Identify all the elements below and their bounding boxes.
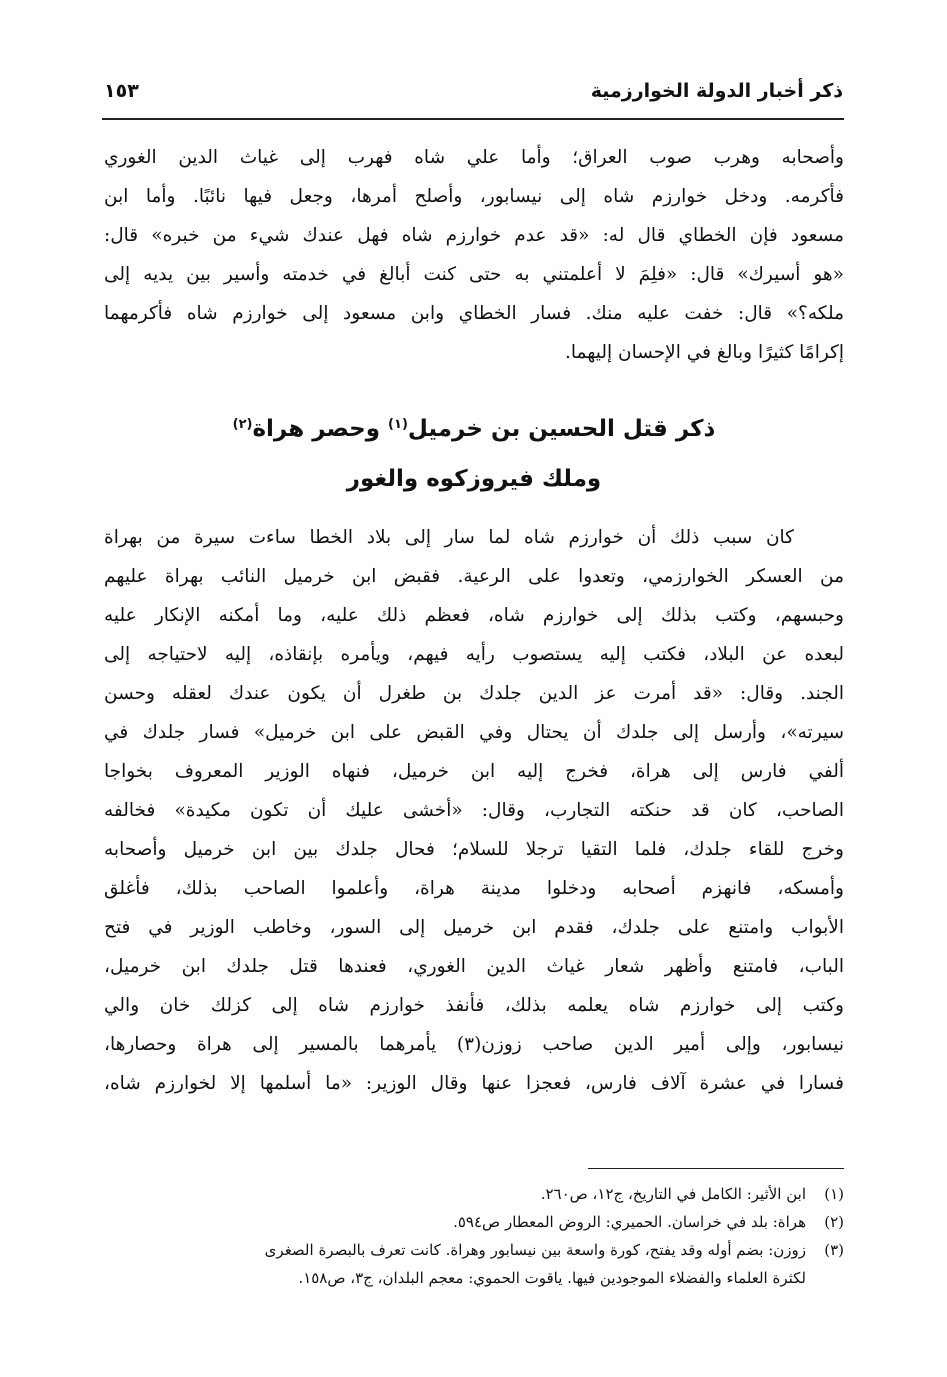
intro-paragraph xyxy=(104,138,844,372)
text-line: ألفي فارس إلى هراة، فخرج إليه ابن خرميل، فنهاه الوزير المعروف بخواجا xyxy=(104,761,844,782)
footnote-3 xyxy=(104,1236,844,1292)
heading-line-2: وملك فيروزكوه والغور xyxy=(346,466,602,492)
footnote-2 xyxy=(104,1208,844,1236)
text-line: فأكرمه. ودخل خوارزم شاه إلى نيسابور، وأصلح أمرها، وجعل فيها نائبًا. وأما ابن xyxy=(104,186,844,207)
text-line: إكرامًا كثيرًا وبالغ في الإحسان إليهما. xyxy=(565,342,844,363)
text-line: الصاحب، كان قد حنكته التجارب، وقال: «أخشى عليك أن تكون مكيدة» فخالفه xyxy=(104,800,844,821)
footnote-ref-2: (٢) xyxy=(232,417,253,432)
text-line: وأصحابه وهرب صوب العراق؛ وأما علي شاه فهرب إلى غياث الدين الغوري xyxy=(104,147,844,168)
footnote-text xyxy=(104,1180,806,1208)
footnotes xyxy=(104,1180,844,1292)
text-line: «هو أسيرك» قال: «فلِمَ لا أعلمتني به حتى كنت أبالغ في خدمته وأسير بين يديه إلى xyxy=(104,264,844,285)
footnote-ref-1: (١) xyxy=(388,417,408,432)
text-line: ملكه؟» قال: خفت عليه منك. فسار الخطاي وابن مسعود إلى خوارزم شاه فأكرمهما xyxy=(104,303,844,324)
footnote-line: هراة: بلد في خراسان. الحميري: الروض المعطار ص٥٩٤. xyxy=(453,1213,806,1231)
footnote-line: زوزن: بضم أوله وقد يفتح، كورة واسعة بين نيسابور وهراة. كانت تعرف بالبصرة الصغرى xyxy=(264,1241,806,1259)
text-line: وكتب إلى خوارزم شاه يعلمه بذلك، فأنفذ خوارزم شاه إلى كزلك خان والي xyxy=(104,995,844,1016)
text-line: سيرته»، وأرسل إلى جلدك أن يحتال وفي القبض على ابن خرميل» فسار جلدك في xyxy=(104,722,844,743)
text-line: مسعود فإن الخطاي قال له: «قد عدم خوارزم شاه فهل عندك شيء من خبره» قال: xyxy=(104,225,844,246)
footnote-marker: (٢) xyxy=(824,1213,844,1231)
text-line: نيسابور، وإلى أمير الدين صاحب زوزن(٣) يأمرهما بالمسير إلى هراة وحصارها، xyxy=(104,1034,844,1055)
text-line: فسارا في عشرة آلاف فارس، فعجزا عنها وقال الوزير: «ما أسلمها إلا لخوارزم شاه، xyxy=(104,1073,844,1094)
text-line: وأمسكه، فانهزم أصحابه ودخلوا مدينة هراة، وأعلموا الصاحب بذلك، فأغلق xyxy=(104,878,844,899)
text-line: لبعده عن البلاد، فكتب إليه يستصوب رأيه فيهم، ويأمره بإنقاذه، إليه لاحتياجه إلى xyxy=(104,644,844,665)
header-rule xyxy=(102,118,844,120)
text-line: من العسكر الخوارزمي، وتعدوا على الرعية. فقبض ابن خرميل النائب بهراة عليهم xyxy=(104,566,844,587)
heading-text: وحصر هراة xyxy=(252,416,389,442)
footnote-rule xyxy=(588,1168,844,1169)
section-heading xyxy=(104,400,844,504)
footnote-marker: (٣) xyxy=(824,1241,844,1259)
text-line: كان سبب ذلك أن خوارزم شاه لما سار إلى بلاد الخطا ساءت سيرة من بهراة xyxy=(104,527,794,548)
footnote-marker: (١) xyxy=(824,1185,844,1203)
footnote-text xyxy=(104,1208,806,1236)
text-line: الجند. وقال: «قد أمرت عز الدين جلدك بن طغرل أن يكون عندك لعقله وحسن xyxy=(104,683,844,704)
text-line: وخرج للقاء جلدك، فلما التقيا ترجلا للسلام؛ فحال جلدك بين ابن خرميل وأصحابه xyxy=(104,839,844,860)
footnote-text xyxy=(104,1236,806,1292)
heading-text: ذكر قتل الحسين بن خرميل xyxy=(407,416,716,442)
running-title: ذكر أخبار الدولة الخوارزمية xyxy=(590,80,843,102)
text-line: الأبواب وامتنع على جلدك، فقدم ابن خرميل إلى السور، وخاطب الوزير في فتح xyxy=(104,917,844,938)
footnote-line: لكثرة العلماء والفضلاء الموجودين فيها. ياقوت الحموي: معجم البلدان، ج٣، ص١٥٨. xyxy=(298,1269,806,1287)
page-number: ١٥٣ xyxy=(104,80,139,102)
text-line: وحبسهم، وكتب بذلك إلى خوارزم شاه، فعظم ذلك عليه، وما أمكنه الإنكار عليه xyxy=(104,605,844,626)
heading-line-1 xyxy=(104,400,844,454)
text-line: الباب، فامتنع وأظهر شعار غياث الدين الغوري، فعندها قتل جلدك ابن خرميل، xyxy=(104,956,844,977)
body-paragraph xyxy=(104,518,844,1103)
footnote-1 xyxy=(104,1180,844,1208)
footnote-line: ابن الأثير: الكامل في التاريخ، ج١٢، ص٢٦٠. xyxy=(540,1185,806,1203)
